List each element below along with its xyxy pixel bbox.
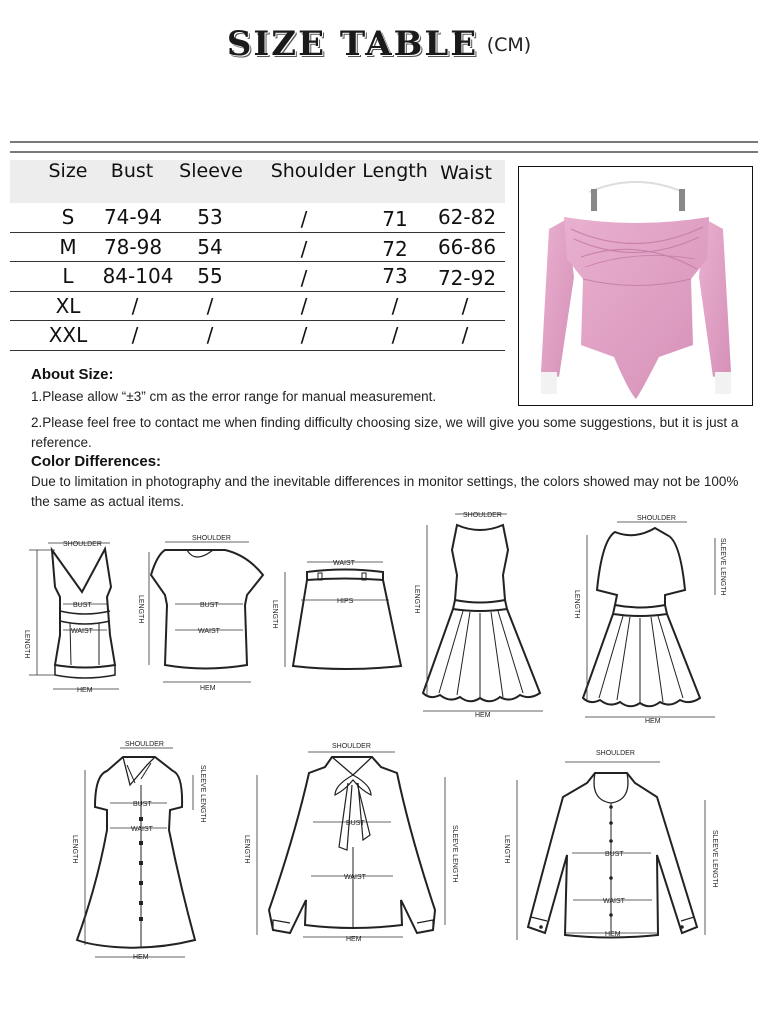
label-hem: HEM <box>346 936 362 943</box>
about-size-heading: About Size: <box>31 366 114 383</box>
diagram-tank-top <box>15 535 130 700</box>
cell-sleeve: / <box>206 293 214 318</box>
label-bust: BUST <box>605 851 624 858</box>
label-hem: HEM <box>605 931 621 938</box>
label-hem: HEM <box>200 685 216 692</box>
label-sleeve-length: SLEEVE LENGTH <box>711 830 718 888</box>
table-row <box>10 233 505 263</box>
label-length: LENGTH <box>503 835 510 864</box>
label-length: LENGTH <box>23 630 30 659</box>
table-row <box>10 321 505 351</box>
label-length: LENGTH <box>137 595 144 624</box>
label-shoulder: SHOULDER <box>192 535 231 542</box>
table-row <box>10 292 505 322</box>
page-title <box>0 24 758 64</box>
col-size: Size <box>48 160 88 182</box>
cell-length: 72 <box>382 236 408 261</box>
cell-size: XXL <box>48 323 88 348</box>
cell-shoulder: / <box>300 266 308 291</box>
table-row <box>10 203 505 233</box>
cell-size: M <box>59 234 77 259</box>
cell-sleeve: / <box>206 323 214 348</box>
cell-bust: / <box>131 293 139 318</box>
col-shoulder: Shoulder <box>270 160 356 182</box>
cell-waist: 72-92 <box>437 266 497 291</box>
label-hem: HEM <box>475 712 491 719</box>
col-sleeve: Sleeve <box>179 160 243 182</box>
diagram-bow-blouse <box>235 735 495 955</box>
cell-waist: / <box>461 323 469 348</box>
label-bust: BUST <box>73 602 92 609</box>
label-shoulder: SHOULDER <box>637 515 676 522</box>
label-waist: WAIST <box>131 826 153 833</box>
col-length: Length <box>362 160 428 182</box>
cell-shoulder: / <box>300 207 308 231</box>
about-size-note-2: 2.Please feel free to contact me when finding difficulty choosing size, we will give you some suggestions, but it is just a reference. <box>31 415 739 450</box>
label-sleeve-length: SLEEVE LENGTH <box>451 825 458 883</box>
label-sleeve-length: SLEEVE LENGTH <box>199 765 206 823</box>
col-bust: Bust <box>110 160 154 182</box>
cell-size: L <box>62 264 74 289</box>
table-header <box>10 160 505 203</box>
cell-sleeve: 55 <box>197 264 223 289</box>
cell-length: 73 <box>382 264 408 289</box>
label-hem: HEM <box>133 954 149 961</box>
label-hem: HEM <box>77 687 93 694</box>
label-shoulder: SHOULDER <box>332 743 371 750</box>
cell-sleeve: 53 <box>197 205 223 229</box>
label-length: LENGTH <box>271 600 278 629</box>
cell-length: / <box>391 293 399 318</box>
cell-bust: 74-94 <box>103 205 163 229</box>
label-bust: BUST <box>200 602 219 609</box>
table-row <box>10 262 505 292</box>
label-shoulder: SHOULDER <box>596 750 635 757</box>
cell-length: / <box>391 323 399 348</box>
cell-bust: / <box>131 323 139 348</box>
label-length: LENGTH <box>413 585 420 614</box>
cell-shoulder: / <box>300 323 308 348</box>
label-waist: WAIST <box>71 628 93 635</box>
cell-bust: 78-98 <box>103 234 163 259</box>
diagram-sleeveless-dress <box>405 505 565 725</box>
cell-waist: 62-82 <box>437 205 497 229</box>
diagram-t-shirt <box>135 530 265 700</box>
diagram-button-shirt <box>495 735 758 955</box>
label-bust: BUST <box>346 820 365 827</box>
cell-bust: 84-104 <box>102 264 174 289</box>
size-table <box>10 160 505 351</box>
diagram-shirt-dress <box>65 735 230 965</box>
title-text: SIZE TABLE <box>226 24 479 64</box>
label-shoulder: SHOULDER <box>463 512 502 519</box>
cell-shoulder: / <box>300 236 308 261</box>
label-waist: WAIST <box>344 874 366 881</box>
label-length: LENGTH <box>243 835 250 864</box>
cell-size: S <box>61 205 75 229</box>
title-unit: (CM) <box>486 34 532 56</box>
label-shoulder: SHOULDER <box>63 541 102 548</box>
cell-size: XL <box>55 293 81 318</box>
cell-shoulder: / <box>300 293 308 318</box>
label-sleeve-length: SLEEVE LENGTH <box>719 538 726 596</box>
cell-sleeve: 54 <box>197 234 223 259</box>
diagram-skirt <box>265 555 410 680</box>
label-length: LENGTH <box>71 835 78 864</box>
color-differences-note: Due to limitation in photography and the inevitable differences in monitor settings, the colors showed may not be 100% the same as actual items. <box>31 474 739 509</box>
divider-bottom <box>10 151 758 153</box>
col-waist: Waist <box>440 162 492 184</box>
about-size-note-1: 1.Please allow “±3” cm as the error range for manual measurement. <box>31 389 437 404</box>
cell-waist: / <box>461 293 469 318</box>
diagram-short-sleeve-dress <box>565 510 758 730</box>
cell-length: 71 <box>382 207 408 231</box>
label-length: LENGTH <box>573 590 580 619</box>
label-shoulder: SHOULDER <box>125 741 164 748</box>
label-bust: BUST <box>133 801 152 808</box>
divider-top <box>10 141 758 143</box>
label-waist: WAIST <box>603 898 625 905</box>
notes-section <box>31 366 751 512</box>
label-hips: HIPS <box>337 598 354 605</box>
cell-waist: 66-86 <box>437 234 497 259</box>
label-waist: WAIST <box>333 560 355 567</box>
label-hem: HEM <box>645 718 661 725</box>
label-waist: WAIST <box>198 628 220 635</box>
color-differences-heading: Color Differences: <box>31 453 162 470</box>
